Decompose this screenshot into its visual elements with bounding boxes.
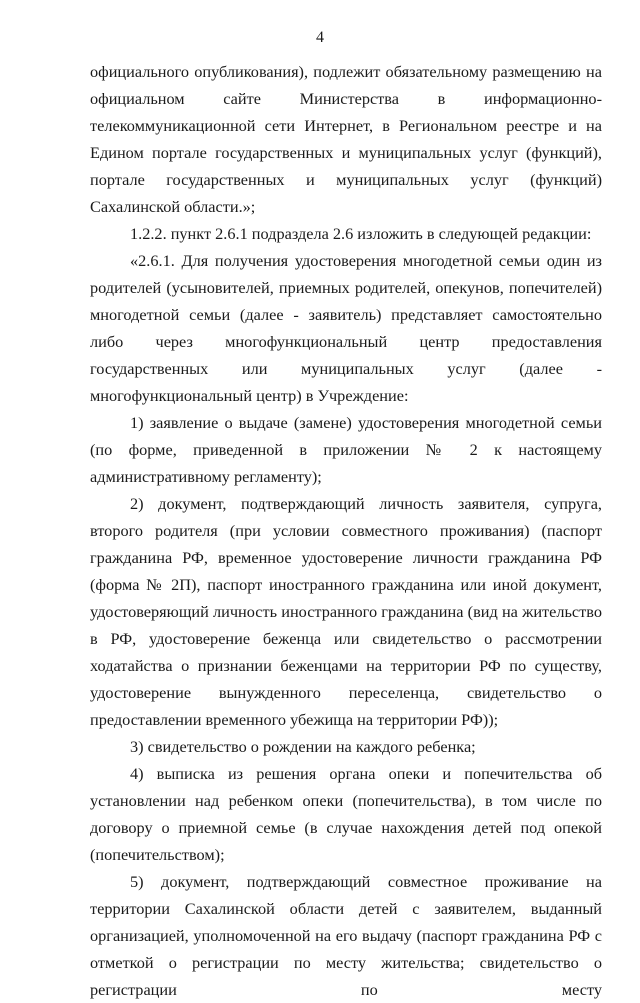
paragraph-continuation: официального опубликования), подлежит обязательному размещению на официальном сайте Министерства в информационно-телекоммуникационной сети Интернет, в Региональном реестре и на Едином портале государственных и муниципальных услуг (функций), портале государственных и муниципальных услуг (функций) Сахалинской области.»; <box>90 62 602 216</box>
list-item-2: 2) документ, подтверждающий личность заявителя, супруга, второго родителя (при условии совместного проживания) (паспорт гражданина РФ, временное удостоверение личности гражданина РФ (форма № 2П), паспорт иностранного гражданина или иной документ, удостоверяющий личность иностранного гражданина (вид на жительство в РФ, удостоверение беженца или свидетельство о рассмотрении ходатайства о признании беженцами на территории РФ по существу, удостоверение вынужденного переселенца, свидетельство о предоставлении временного убежища на территории РФ)); <box>90 494 602 729</box>
list-item-3: 3) свидетельство о рождении на каждого ребенка; <box>130 737 476 756</box>
document-body <box>90 58 602 1003</box>
list-item-5: 5) документ, подтверждающий совместное проживание на территории Сахалинской области детей с заявителем, выданный организацией, уполномоченной на его выдачу (паспорт гражданина РФ с отметкой о регистрации по месту жительства; свидетельство о регистрации по месту <box>90 872 602 999</box>
list-item-4: 4) выписка из решения органа опеки и попечительства об установлении над ребенком опеки (попечительства), в том числе по договору о приемной семье (в случае нахождения детей под опекой (попечительством); <box>90 764 602 864</box>
list-item-1: 1) заявление о выдаче (замене) удостоверения многодетной семьи (по форме, приведенной в приложении № 2 к настоящему административному регламенту); <box>90 413 602 486</box>
page-number: 4 <box>316 29 324 46</box>
paragraph-2-6-1: «2.6.1. Для получения удостоверения многодетной семьи один из родителей (усыновителей, приемных родителей, опекунов, попечителей) многодетной семьи (далее - заявитель) представляет самостоятельно либо через многофункциональный центр предоставления государственных или муниципальных услуг (далее - многофункциональный центр) в Учреждение: <box>90 251 602 405</box>
paragraph-1-2-2: 1.2.2. пункт 2.6.1 подраздела 2.6 изложить в следующей редакции: <box>130 224 592 243</box>
